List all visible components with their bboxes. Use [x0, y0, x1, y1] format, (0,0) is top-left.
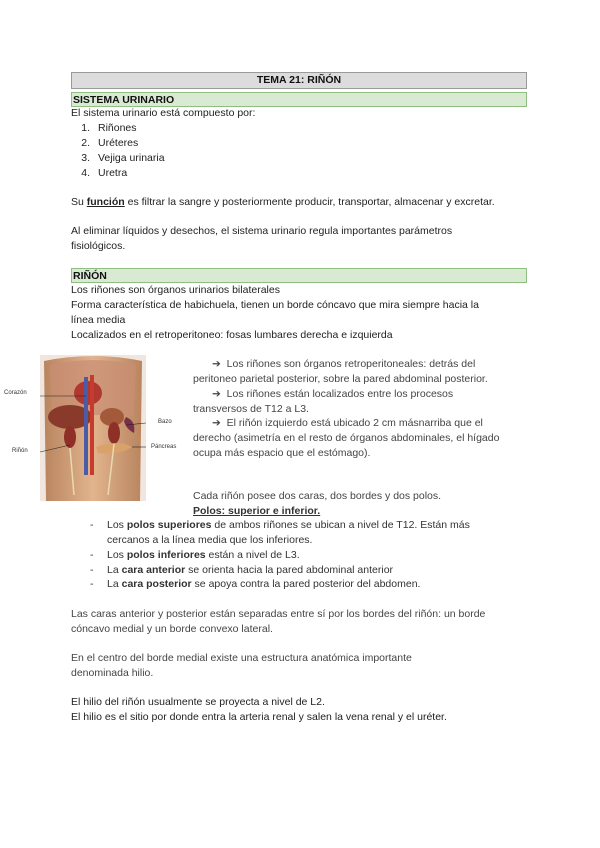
torso-illustration [40, 355, 146, 501]
list-item: 2. Uréteres [81, 137, 139, 149]
arrow-item-line: peritoneo parietal posterior, sobre la pared abdominal posterior. [193, 373, 488, 385]
figure-label-pancreas: Páncreas [151, 444, 177, 450]
paragraph-line: El hilio es el sitio por donde entra la arteria renal y salen la vena renal y el uréter. [71, 711, 447, 723]
list-item: 3. Vejiga urinaria [81, 152, 165, 164]
paragraph-line: cóncavo medial y un borde convexo lateral. [71, 623, 273, 635]
paragraph-line: Las caras anterior y posterior están separadas entre sí por los bordes del riñón: un borde [71, 608, 486, 620]
paragraph-line: Forma característica de habichuela, tienen un borde cóncavo que mira siempre hacia la [71, 299, 479, 311]
list-item: 1. Riñones [81, 122, 137, 134]
figure-label-heart: Corazón [4, 390, 27, 396]
paragraph-line: En el centro del borde medial existe una estructura anatómica importante [71, 652, 412, 664]
figure-label-kidney: Riñón [12, 448, 28, 454]
arrow-item-line: ➔ Los riñones están localizados entre los procesos [212, 388, 454, 400]
arrow-item-line: derecho (asimetría en el resto de órganos abdominales, el hígado [193, 432, 500, 444]
list-item: 4. Uretra [81, 167, 128, 179]
section-heading-kidney: RIÑÓN [71, 268, 527, 283]
paragraph-line: Localizados en el retroperitoneo: fosas lumbares derecha e izquierda [71, 329, 393, 341]
function-keyword: función [86, 196, 125, 208]
arrow-item-line: ➔ El riñón izquierdo está ubicado 2 cm másnarriba que el [212, 417, 483, 429]
arrow-item-line: transversos de T12 a L3. [193, 403, 309, 415]
paragraph-line: denominada hilio. [71, 667, 154, 679]
arrow-right-icon: ➔ [212, 388, 221, 400]
paragraph-line: fisiológicos. [71, 240, 126, 252]
bullet-continuation: cercanos a la línea media que los inferiores. [107, 534, 313, 546]
page-title: TEMA 21: RIÑÓN [71, 72, 527, 89]
figure-label-spleen: Bazo [158, 419, 172, 425]
paragraph-line: El hilio del riñón usualmente se proyecta a nivel de L2. [71, 696, 325, 708]
anatomy-figure [40, 355, 146, 501]
intro-text: El sistema urinario está compuesto por: [71, 107, 256, 119]
faces-text: Cada riñón posee dos caras, dos bordes y dos polos. [193, 490, 442, 502]
paragraph-line: línea media [71, 314, 126, 326]
arrow-item-line: ocupa más espacio que el estómago). [193, 447, 371, 459]
section-heading-urinary-system: SISTEMA URINARIO [71, 92, 527, 107]
arrow-item-line: ➔ Los riñones son órganos retroperitoneales: detrás del [212, 358, 476, 370]
arrow-right-icon: ➔ [212, 417, 221, 429]
document-page: TEMA 21: RIÑÓN SISTEMA URINARIO El sistema urinario está compuesto por: 1. Riñones 2. Uréteres 3. Vejiga urinaria 4. Uretra Su función es filtrar la sangre y posteriormente producir, transportar, almacenar y excretar. Al eliminar líquidos y desechos, el sistema urinario regula importantes parámetros fisiológicos. RIÑÓN Los riñones son órganos urinarios bilaterales Forma característica de habichuela, tienen un borde cóncavo que mira siempre hacia la línea media Localizados en el retroperitoneo: fosas lumbares derecha e izquierda Corazón Bazo Riñón Páncreas ➔ Los riñones son órganos retroperitoneales: detrás del peritoneo parietal posterior, sobre la pared abdominal posterior. ➔ Los riñones están localizados entre los procesos transversos de T12 a L3. ➔ El riñón izquierdo está ubicado 2 cm másnarriba que el derecho (asimetría en el resto de órganos abdominales, el hígado ocupa más espacio que el estómago). Cada riñón posee dos caras, dos bordes y dos polos. Polos: superior e inferior. - Los polos superiores de ambos riñones se ubican a nivel de T12. Están más cercanos a la línea media que los inferiores. - Los polos inferiores están a nivel de L3. - La cara anterior se orienta hacia la pared abdominal anterior - La cara posterior se apoya contra la pared posterior del abdomen. Las caras anterior y posterior están separadas entre sí por los bordes del riñón: un borde cóncavo medial y un borde convexo lateral. En el centro del borde medial existe una estructura anatómica importante denominada hilio. El hilio del riñón usualmente se proyecta a nivel de L2. El hilio es el sitio por donde entra la arteria renal y salen la vena renal y el uréter. [0, 0, 600, 848]
paragraph-line: Al eliminar líquidos y desechos, el sistema urinario regula importantes parámetros [71, 225, 453, 237]
poles-heading: Polos: superior e inferior. [193, 505, 321, 517]
arrow-right-icon: ➔ [212, 358, 221, 370]
paragraph-line: Los riñones son órganos urinarios bilaterales [71, 284, 280, 296]
function-paragraph: Su función es filtrar la sangre y posteriormente producir, transportar, almacenar y excretar. [71, 196, 495, 208]
